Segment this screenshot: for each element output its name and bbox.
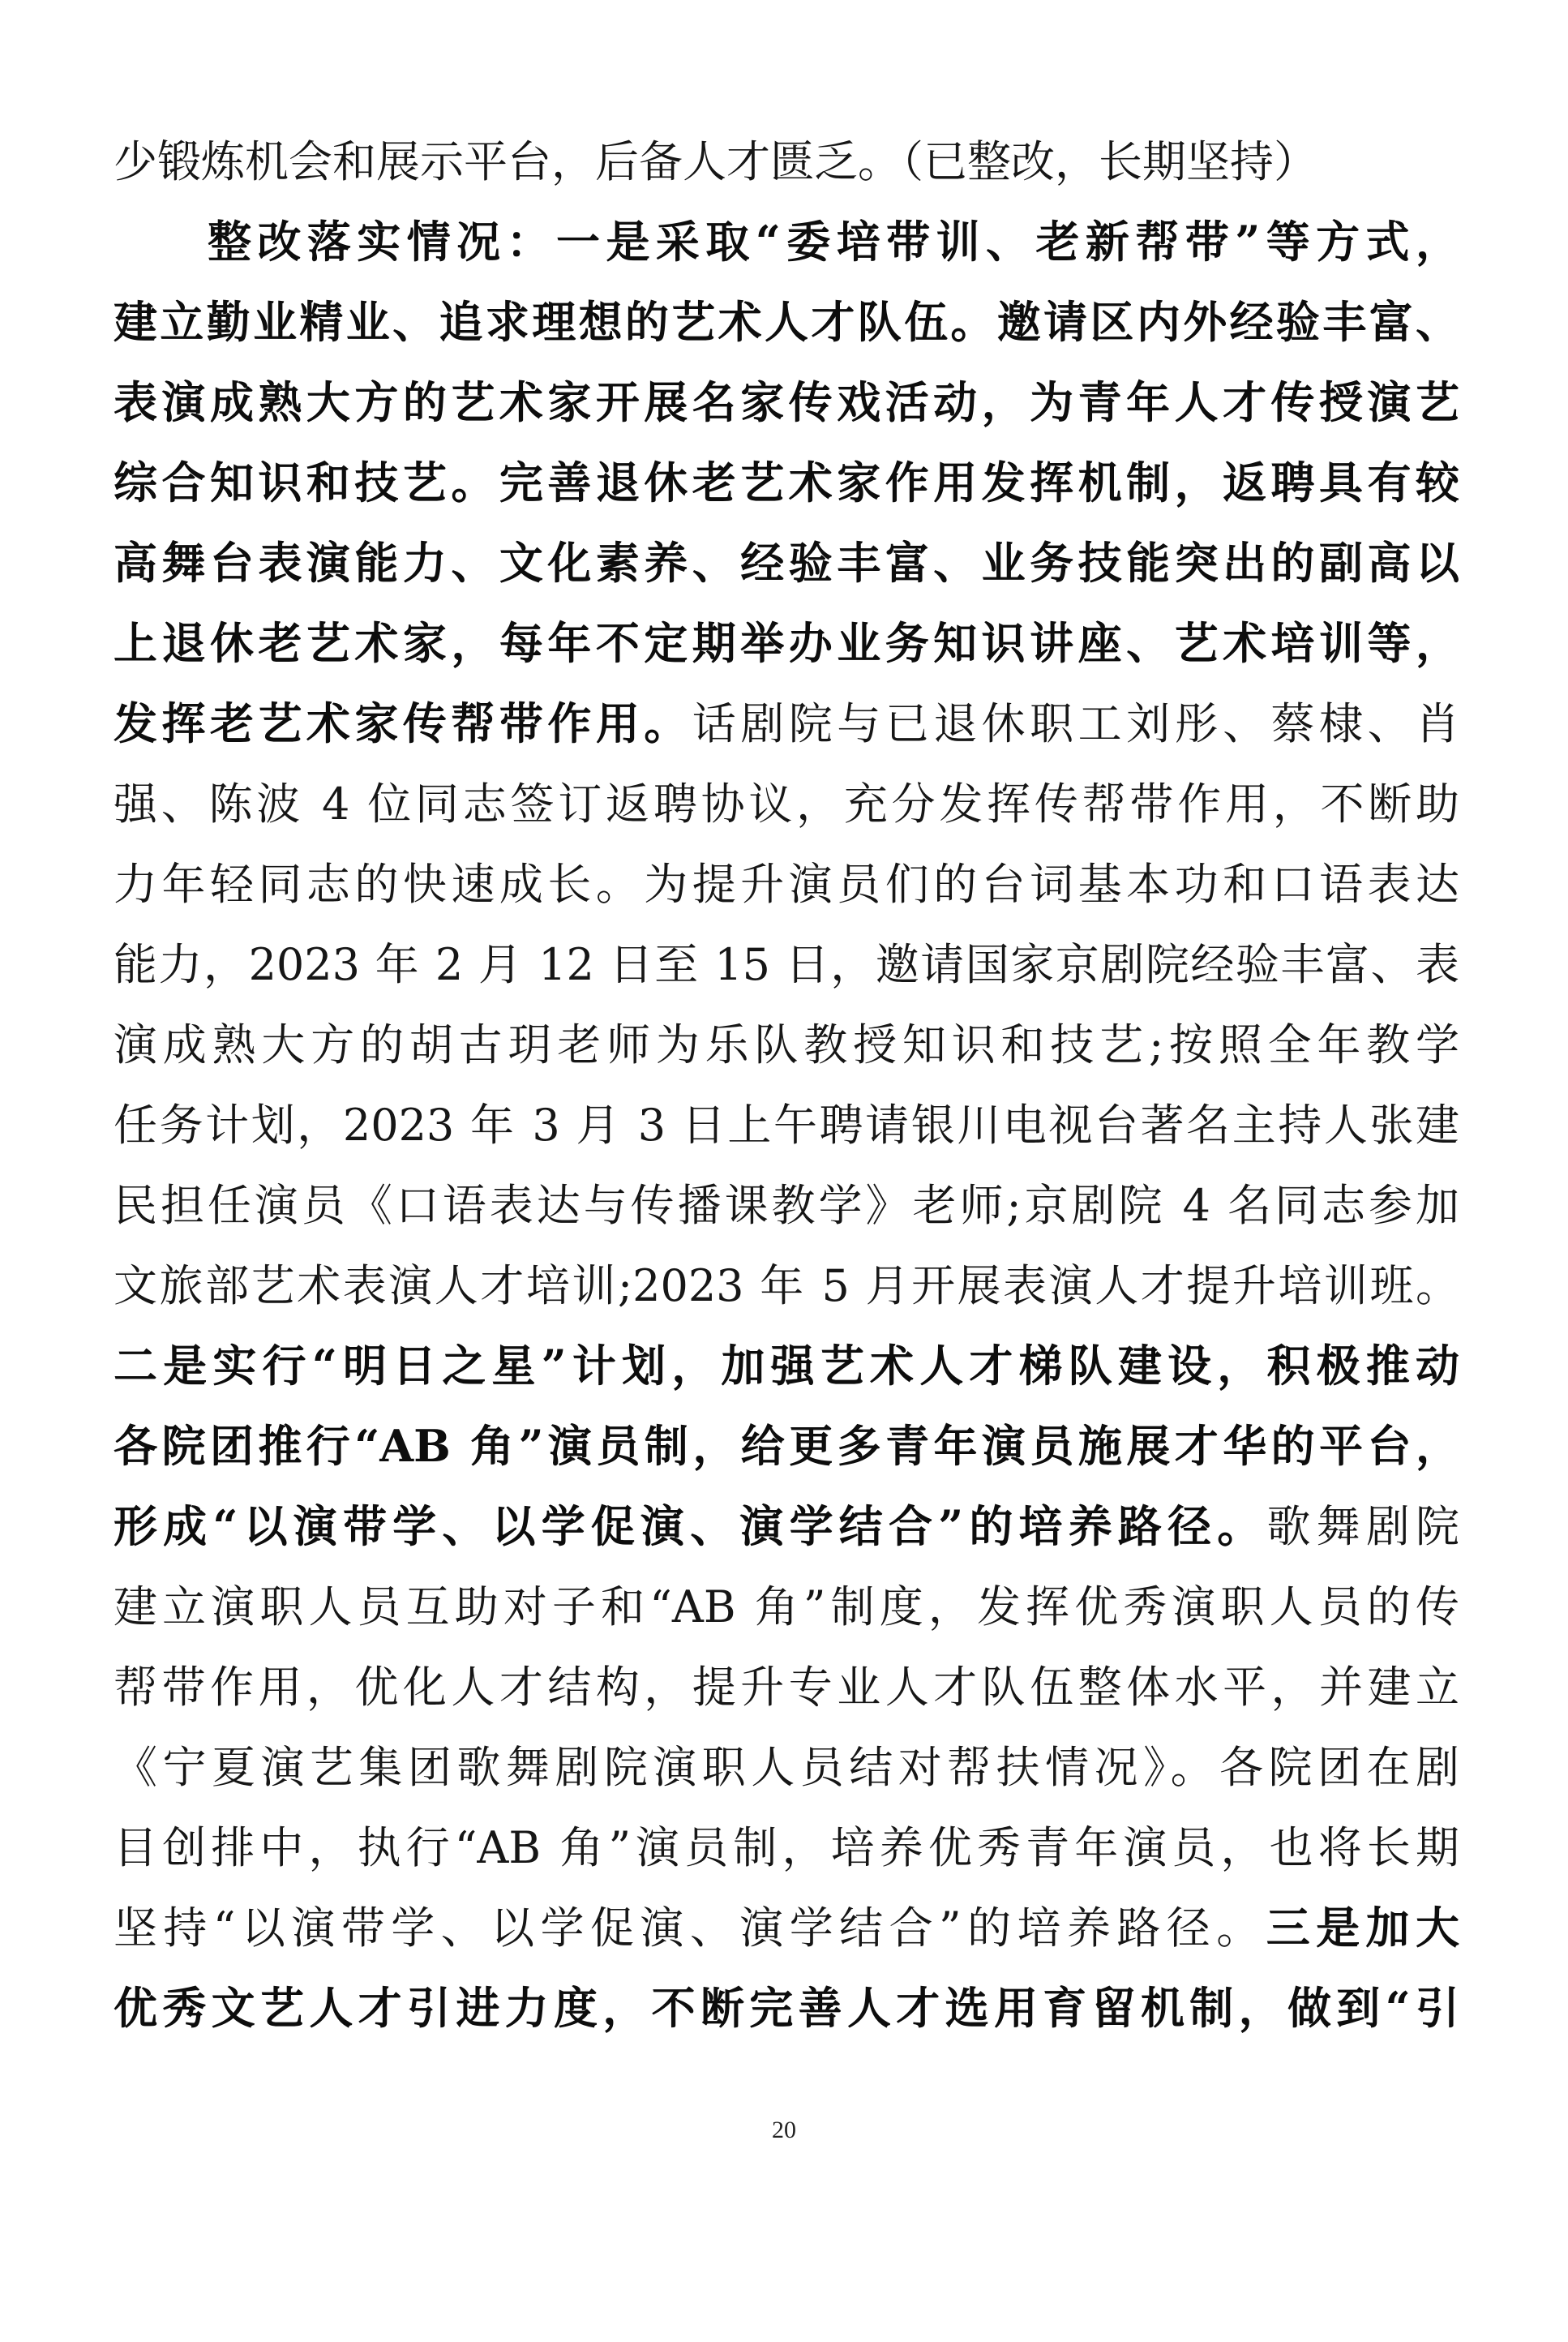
text-line: [114, 1246, 1459, 1326]
bold-text-segment: 三是加大: [1266, 1902, 1459, 1954]
bold-text-segment: 上退休老艺术家，每年不定期举办业务知识讲座、艺术培训等，: [114, 617, 1459, 669]
text-line: [114, 1647, 1459, 1727]
text-line: [114, 1326, 1459, 1406]
text-line: [114, 1005, 1459, 1085]
text-segment: 力年轻同志的快速成长。为提升演员们的台词基本功和口语表达: [114, 859, 1459, 910]
text-line: [114, 282, 1459, 362]
text-segment: 坚持“以演带学、以学促演、演学结合”的培养路径。: [114, 1902, 1266, 1954]
text-segment: 民担任演员《口语表达与传播课教学》老师;京剧院 4 名同志参加: [114, 1180, 1459, 1231]
text-line: [114, 764, 1459, 844]
bold-text-segment: 形成“以演带学、以学促演、演学结合”的培养路径。: [114, 1500, 1267, 1552]
text-line: [114, 1567, 1459, 1647]
bold-text-segment: 整改落实情况：一是采取“委培带训、老新帮带”等方式，: [208, 216, 1459, 268]
text-line: [114, 1085, 1459, 1165]
text-line: [114, 1808, 1459, 1888]
text-segment: 少锻炼机会和展示平台，后备人才匮乏。（已整改，长期坚持）: [114, 136, 1317, 187]
text-line: [114, 844, 1459, 924]
bold-text-segment: 建立勤业精业、追求理想的艺术人才队伍。邀请区内外经验丰富、: [114, 296, 1459, 348]
body-text: [114, 122, 1459, 2048]
bold-text-segment: 发挥老艺术家传帮带作用。: [114, 697, 692, 749]
text-segment: 《宁夏演艺集团歌舞剧院演职人员结对帮扶情况》。各院团在剧: [114, 1742, 1459, 1793]
text-line: [114, 362, 1459, 443]
text-line: [114, 202, 1459, 282]
text-line: [114, 1888, 1459, 1968]
text-line: [114, 684, 1459, 764]
text-line: [114, 924, 1459, 1005]
text-segment: 建立演职人员互助对子和“AB 角”制度，发挥优秀演职人员的传: [114, 1581, 1459, 1632]
text-line: [114, 1727, 1459, 1808]
text-segment: 目创排中，执行“AB 角”演员制，培养优秀青年演员，也将长期: [114, 1822, 1459, 1873]
bold-text-segment: 二是实行“明日之星”计划，加强艺术人才梯队建设，积极推动: [114, 1340, 1459, 1392]
text-line: [114, 443, 1459, 523]
text-line: [114, 523, 1459, 603]
text-line: [114, 1165, 1459, 1246]
text-segment: 演成熟大方的胡古玥老师为乐队教授知识和技艺;按照全年教学: [114, 1019, 1459, 1070]
text-segment: 能力，2023 年 2 月 12 日至 15 日，邀请国家京剧院经验丰富、表: [114, 939, 1459, 990]
text-line: [114, 122, 1459, 202]
text-segment: 任务计划，2023 年 3 月 3 日上午聘请银川电视台著名主持人张建: [114, 1100, 1459, 1151]
bold-text-segment: 综合知识和技艺。完善退休老艺术家作用发挥机制，返聘具有较: [114, 457, 1459, 508]
bold-text-segment: 表演成熟大方的艺术家开展名家传戏活动，为青年人才传授演艺: [114, 376, 1459, 428]
text-line: [114, 1406, 1459, 1486]
text-segment: 强、陈波 4 位同志签订返聘协议，充分发挥传帮带作用，不断助: [114, 779, 1459, 830]
text-line: [114, 1486, 1459, 1567]
bold-text-segment: 高舞台表演能力、文化素养、经验丰富、业务技能突出的副高以: [114, 537, 1459, 589]
bold-text-segment: 各院团推行“AB 角”演员制，给更多青年演员施展才华的平台，: [114, 1420, 1459, 1472]
text-segment: 文旅部艺术表演人才培训;2023 年 5 月开展表演人才提升培训班。: [114, 1260, 1459, 1311]
text-segment: 帮带作用，优化人才结构，提升专业人才队伍整体水平，并建立: [114, 1662, 1459, 1713]
bold-text-segment: 优秀文艺人才引进力度，不断完善人才选用育留机制，做到“引: [114, 1982, 1459, 2034]
text-segment: 歌舞剧院: [1266, 1501, 1459, 1552]
text-segment: 话剧院与已退休职工刘彤、蔡棣、肖: [692, 698, 1460, 749]
text-line: [114, 603, 1459, 684]
text-line: [114, 1968, 1459, 2048]
page-number: 20: [772, 2117, 796, 2143]
